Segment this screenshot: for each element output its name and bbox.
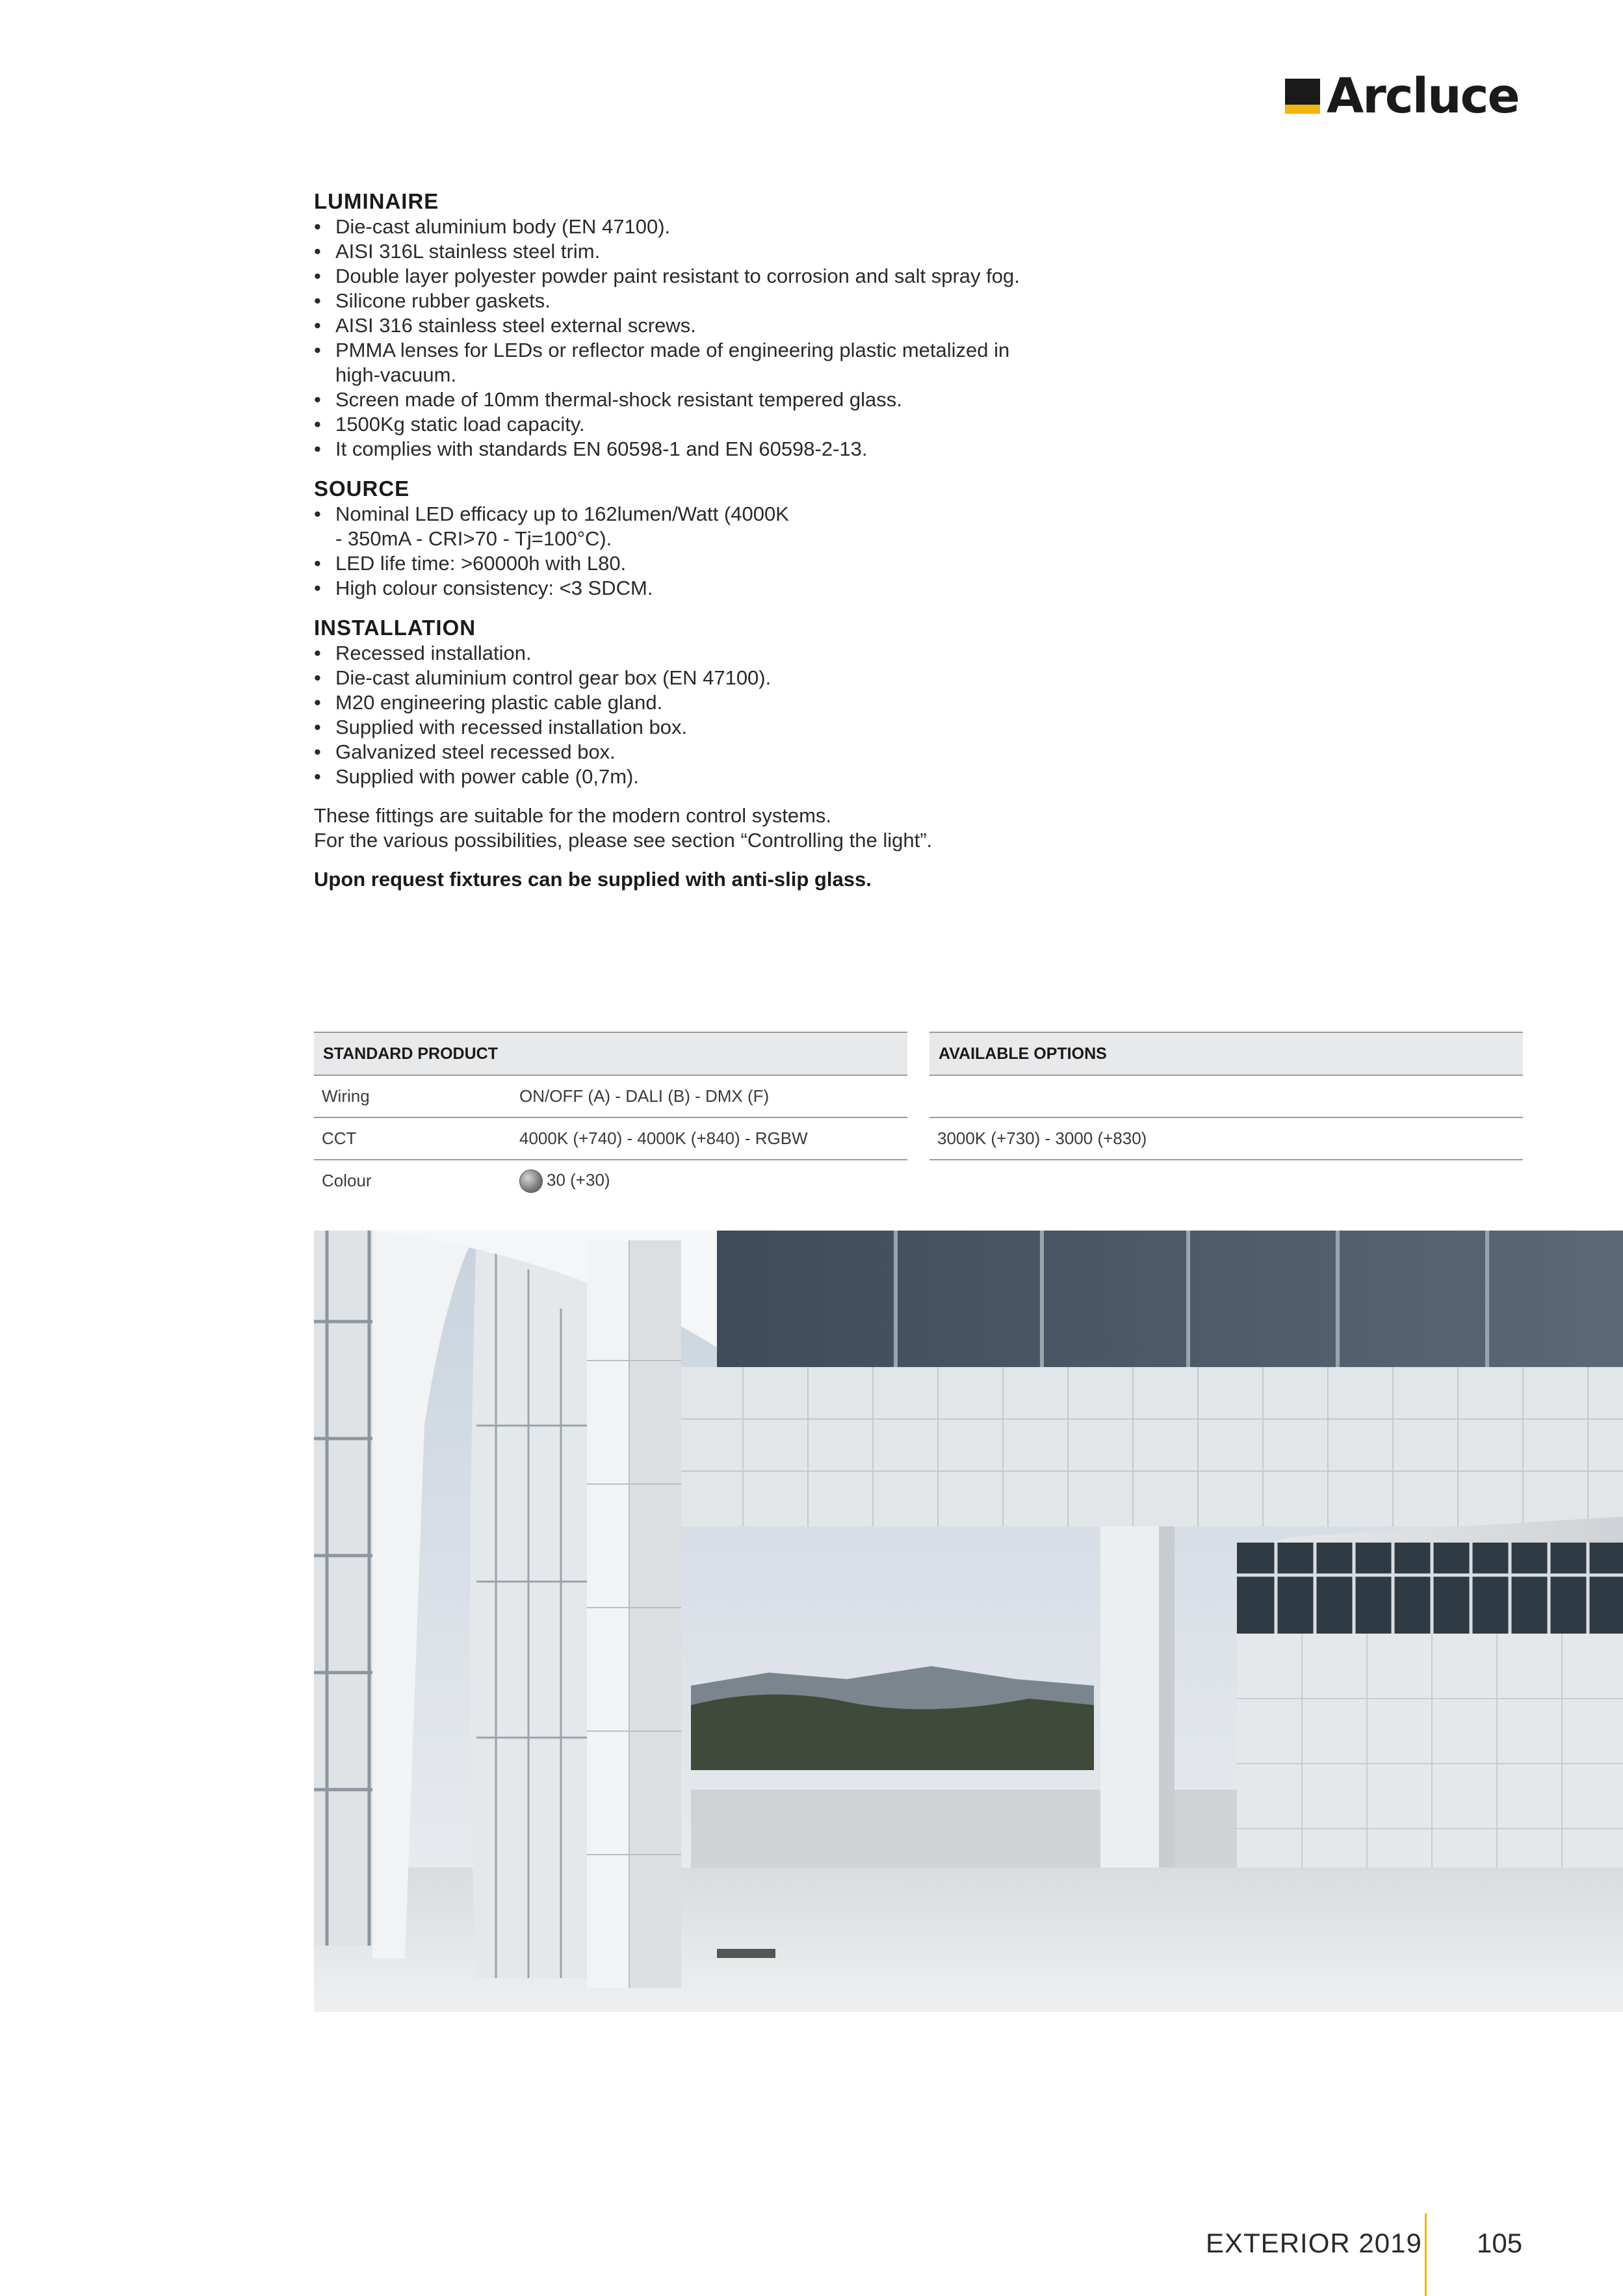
colour-swatch-icon [519, 1169, 543, 1193]
standard-product-header: STANDARD PRODUCT [314, 1032, 907, 1075]
available-options-table [929, 1032, 1523, 1160]
table-row [314, 1117, 907, 1160]
brand-logo [1285, 70, 1519, 122]
list-item: • 1500Kg static load capacity. [314, 412, 1094, 437]
table-row [314, 1160, 907, 1201]
row-value: 4000K (+740) - 4000K (+840) - RGBW [512, 1117, 907, 1160]
list-item: • Recessed installation. [314, 641, 1094, 666]
list-item: • PMMA lenses for LEDs or reflector made of engineering plastic metalized in high-vacuum. [314, 338, 1018, 387]
page-number: 105 [1477, 2228, 1523, 2258]
list-item: • High colour consistency: <3 SDCM. [314, 576, 1094, 601]
table-row [314, 1075, 907, 1117]
row-key: Colour [314, 1160, 512, 1201]
standard-product-table [314, 1032, 907, 1201]
table-row [929, 1075, 1523, 1117]
note-controlling-light: For the various possibilities, please see section “Controlling the light”. [314, 829, 933, 852]
luminaire-heading: LUMINAIRE [314, 189, 439, 213]
luminaire-list [314, 215, 1094, 462]
table-row [929, 1117, 1523, 1160]
list-item: • AISI 316 stainless steel external screws. [314, 313, 1094, 338]
spec-text-block [314, 189, 1094, 892]
row-value: ON/OFF (A) - DALI (B) - DMX (F) [512, 1075, 907, 1117]
list-item: • LED life time: >60000h with L80. [314, 551, 1094, 576]
brand-name: Arcluce [1327, 68, 1519, 124]
list-item: • Die-cast aluminium control gear box (EN 47100). [314, 666, 1094, 690]
architecture-photo [314, 1231, 1623, 2012]
row-key: Wiring [314, 1075, 512, 1117]
list-item: • M20 engineering plastic cable gland. [314, 690, 1094, 715]
row-value [929, 1075, 1523, 1117]
footer-divider [1425, 2213, 1427, 2296]
row-value: 3000K (+730) - 3000 (+830) [929, 1117, 1523, 1160]
list-item: • Double layer polyester powder paint resistant to corrosion and salt spray fog. [314, 264, 1094, 289]
note-control-systems: These fittings are suitable for the modern control systems. [314, 804, 832, 827]
list-item: • Screen made of 10mm thermal-shock resistant tempered glass. [314, 387, 1094, 412]
note-anti-slip: Upon request fixtures can be supplied with anti-slip glass. [314, 868, 872, 891]
installation-list [314, 641, 1094, 789]
list-item: • Silicone rubber gaskets. [314, 289, 1094, 313]
row-value [512, 1160, 907, 1201]
list-item: • Die-cast aluminium body (EN 47100). [314, 215, 1094, 239]
colour-code: 30 (+30) [547, 1169, 610, 1190]
source-list [314, 502, 1094, 601]
row-key: CCT [314, 1117, 512, 1160]
list-item: • Supplied with power cable (0,7m). [314, 764, 1094, 789]
list-item: • AISI 316L stainless steel trim. [314, 239, 1094, 264]
list-item: • Supplied with recessed installation box. [314, 715, 1094, 740]
list-item: • It complies with standards EN 60598-1 and EN 60598-2-13. [314, 437, 1094, 462]
footer-catalog-title: EXTERIOR 2019 [1206, 2228, 1422, 2258]
list-item: • Galvanized steel recessed box. [314, 740, 1094, 764]
list-item: • Nominal LED efficacy up to 162lumen/Watt (4000K - 350mA - CRI>70 - Tj=100°C). [314, 502, 790, 551]
source-heading: SOURCE [314, 476, 410, 501]
installation-heading: INSTALLATION [314, 616, 476, 640]
logo-mark-icon [1285, 79, 1320, 114]
available-options-header: AVAILABLE OPTIONS [929, 1032, 1523, 1075]
